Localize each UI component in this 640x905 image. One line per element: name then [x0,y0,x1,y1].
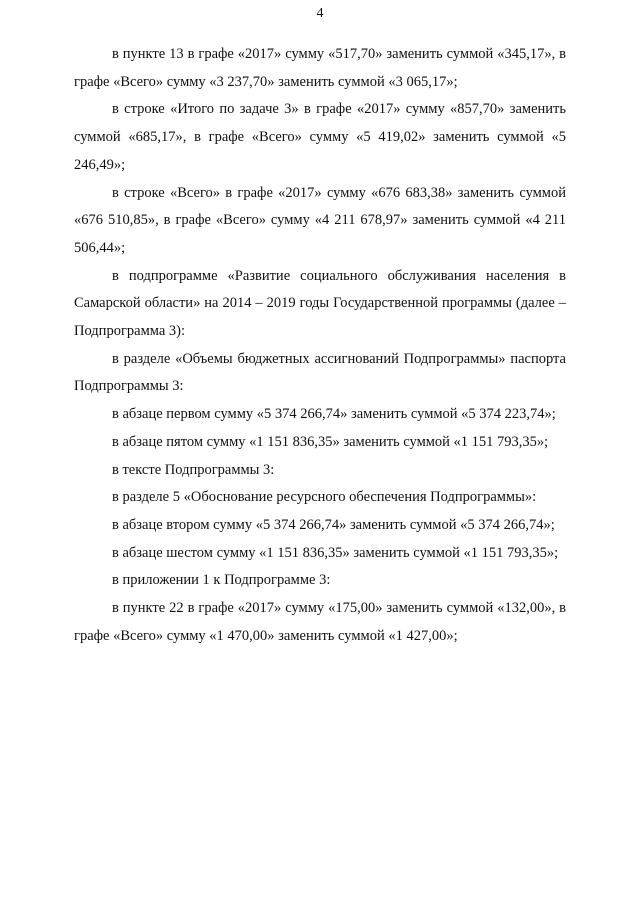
paragraph-subprogram3-intro: в подпрограмме «Развитие социального обслуживания населения в Самарской области» на 2014 – 2019 годы Государственной программы (далее – Подпрограмма 3): [74,267,566,340]
paragraph-passport-section: в разделе «Объемы бюджетных ассигнований Подпрограммы» паспорта Подпрограммы 3: [74,350,566,395]
paragraph-item13-amendment: в пункте 13 в графе «2017» сумму «517,70» заменить суммой «345,17», в графе «Всего» сумму «3 237,70» заменить суммой «3 065,17»; [74,46,566,90]
paragraph-task3-total-amendment: в строке «Итого по задаче 3» в графе «2017» сумму «857,70» заменить суммой «685,17», в графе «Всего» сумму «5 419,02» заменить суммой «5 246,49»; [74,101,566,173]
paragraph-fifth-indent-amendment: в абзаце пятом сумму «1 151 836,35» заменить суммой «1 151 793,35»; [112,433,549,450]
page-number: 4 [316,6,324,21]
paragraph-appendix1: в приложении 1 к Подпрограмме 3: [112,572,331,589]
paragraph-subprogram-text: в тексте Подпрограммы 3: [112,461,275,478]
paragraph-section5: в разделе 5 «Обоснование ресурсного обеспечения Подпрограммы»: [112,489,537,506]
paragraph-second-indent-amendment: в абзаце втором сумму «5 374 266,74» заменить суммой «5 374 266,74»; [112,516,555,533]
paragraph-sixth-indent-amendment: в абзаце шестом сумму «1 151 836,35» заменить суммой «1 151 793,35»; [112,544,559,561]
paragraph-first-indent-amendment: в абзаце первом сумму «5 374 266,74» заменить суммой «5 374 223,74»; [112,406,556,423]
document-body [74,41,566,650]
paragraph-grand-total-amendment: в строке «Всего» в графе «2017» сумму «676 683,38» заменить суммой «676 510,85», в графе «Всего» сумму «4 211 678,97» заменить суммой «4 211 506,44»; [74,184,566,256]
paragraph-item22-amendment: в пункте 22 в графе «2017» сумму «175,00» заменить суммой «132,00», в графе «Всего» сумму «1 470,00» заменить суммой «1 427,00»; [74,600,566,644]
